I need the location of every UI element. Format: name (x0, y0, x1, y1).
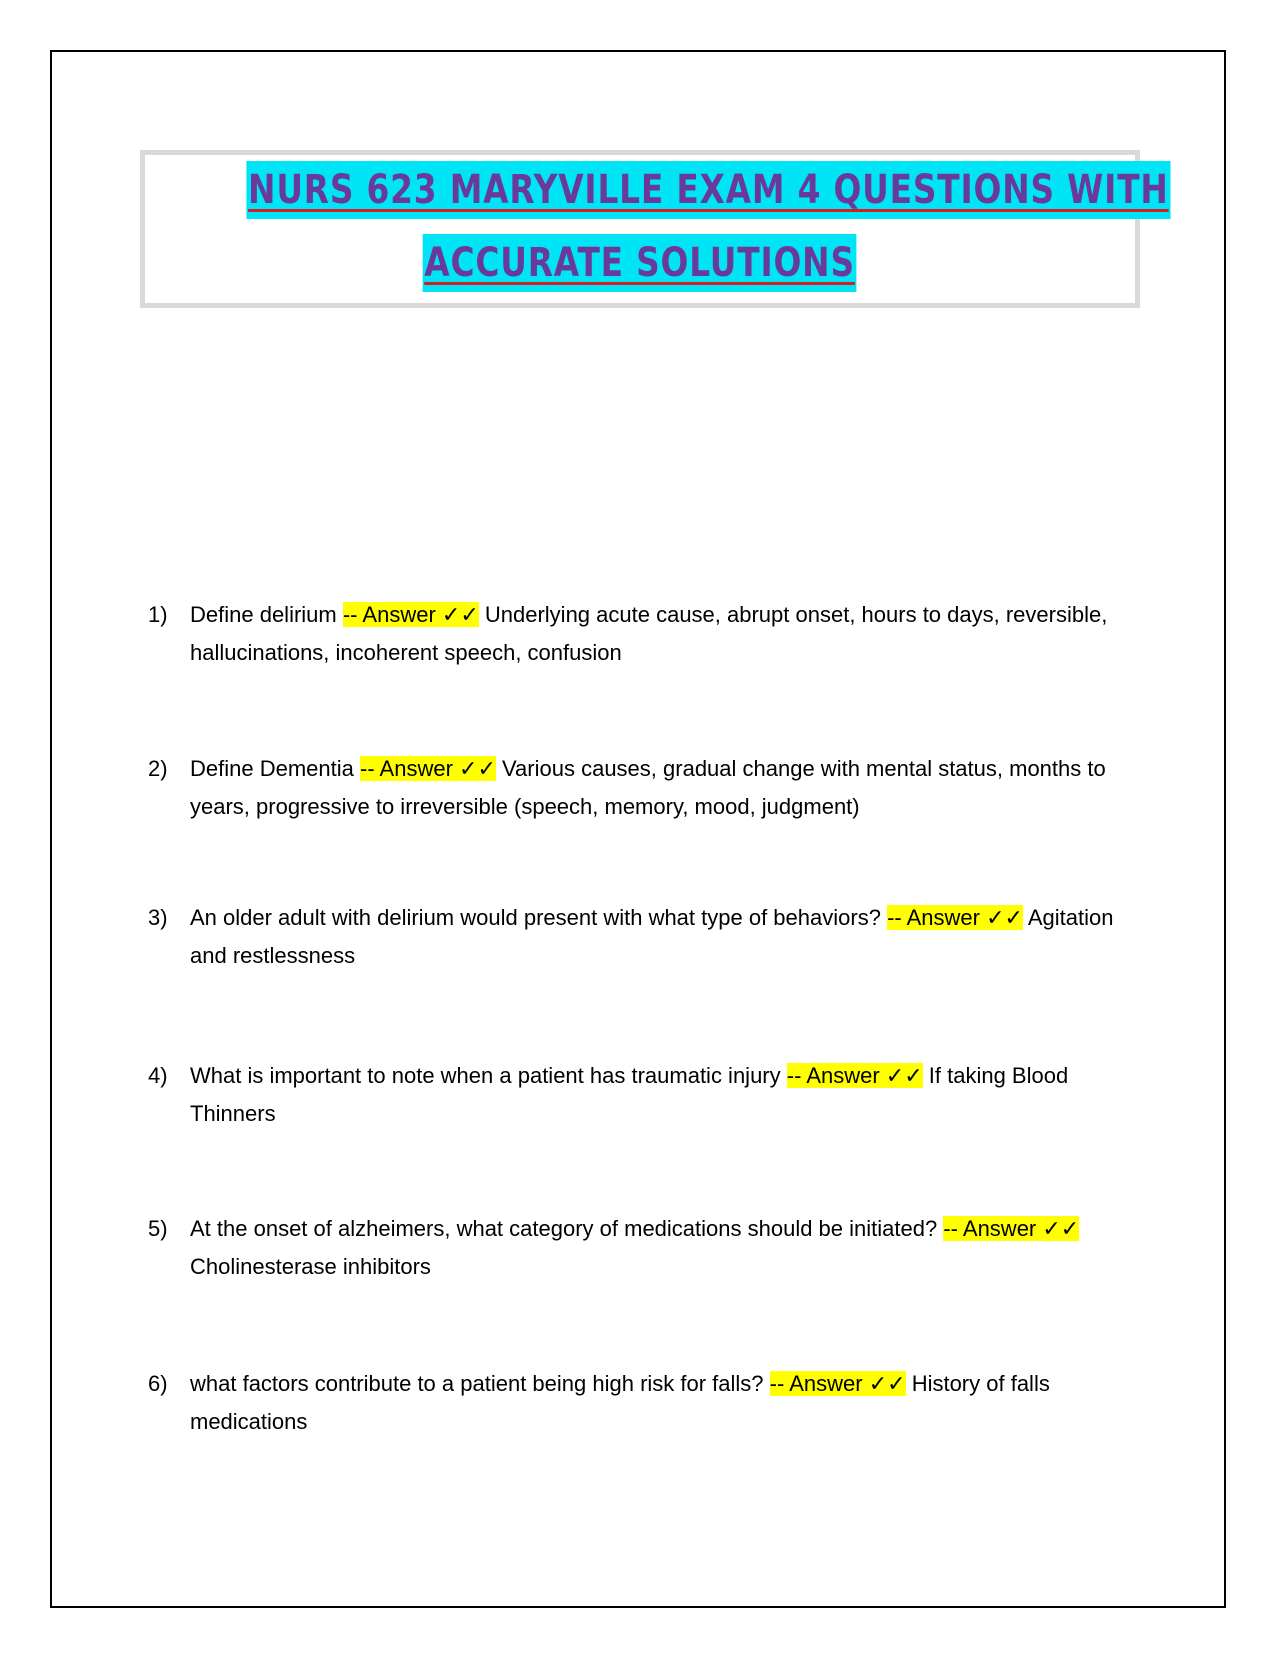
answer-text: Underlying acute cause, abrupt onset, hours to days, reversible, hallucinations, incoherent speech, confusion (190, 602, 1108, 665)
question-item (148, 596, 1116, 672)
answer-marker: -- Answer ✓✓ (342, 602, 479, 627)
answer-marker: -- Answer ✓✓ (769, 1371, 906, 1396)
question-text: Define delirium (190, 602, 337, 627)
question-number: 3) (148, 905, 168, 930)
answer-text: Cholinesterase inhibitors (190, 1254, 431, 1279)
question-number: 4) (148, 1063, 168, 1088)
question-number: 2) (148, 756, 168, 781)
question-text: what factors contribute to a patient being high risk for falls? (190, 1371, 764, 1396)
question-item (148, 750, 1116, 826)
question-list (148, 596, 1116, 1441)
question-item (148, 1365, 1116, 1441)
answer-text: History of falls (911, 1371, 1050, 1396)
title-line-2 (145, 234, 1135, 307)
answer-marker: -- Answer ✓✓ (360, 756, 496, 781)
answer-marker: -- Answer ✓✓ (943, 1216, 1080, 1241)
answer-marker: -- Answer ✓✓ (786, 1063, 923, 1088)
question-item (148, 1210, 1116, 1286)
question-item (148, 899, 1116, 975)
answer-text: Various causes, gradual change with mental status, months to years, progressive to irreversible (speech, memory, mood, judgment) (190, 756, 1106, 819)
question-text: At the onset of alzheimers, what category of medications should be initiated? (190, 1216, 938, 1241)
answer-text: Agitation and restlessness (190, 905, 1114, 968)
document-title-line-1: NURS 623 MARYVILLE EXAM 4 QUESTIONS WITH (246, 161, 1170, 219)
answer-text-extra: medications (190, 1409, 308, 1434)
question-text: Define Dementia (190, 756, 354, 781)
title-line-1 (145, 161, 1169, 234)
question-number: 6) (148, 1371, 168, 1396)
answer-text: If taking Blood Thinners (190, 1063, 1069, 1126)
question-text: What is important to note when a patient has traumatic injury (190, 1063, 781, 1088)
question-text: An older adult with delirium would present with what type of behaviors? (190, 905, 881, 930)
question-item (148, 1057, 1116, 1133)
question-number: 5) (148, 1216, 168, 1241)
question-number: 1) (148, 602, 168, 627)
title-box (140, 150, 1169, 308)
document-title-line-2: ACCURATE SOLUTIONS (423, 234, 857, 292)
answer-marker: -- Answer ✓✓ (887, 905, 1023, 930)
